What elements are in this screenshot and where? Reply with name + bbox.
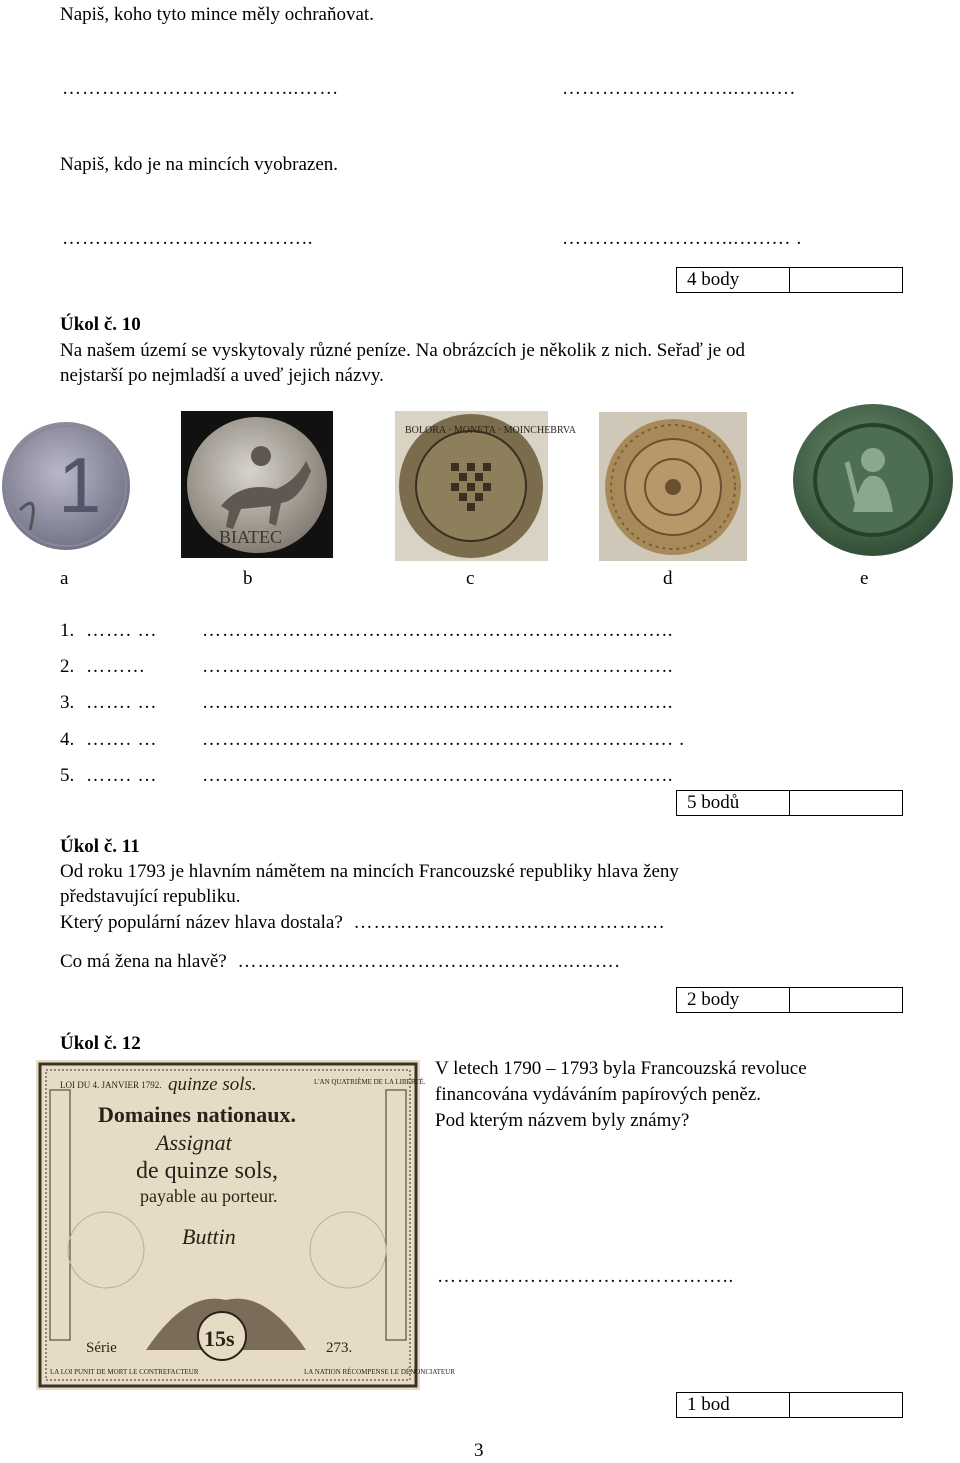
order-row-long-dots: …………………………………………………………….. bbox=[202, 692, 674, 713]
order-row-long-dots: …………………………………………………………….. bbox=[202, 656, 674, 677]
answer-dots-depicted-right: ……………………...….…. . bbox=[562, 228, 803, 249]
score-label: 4 body bbox=[687, 269, 740, 290]
order-row-num: 1. bbox=[60, 620, 75, 641]
task-11-text-1: Od roku 1793 je hlavním námětem na mincích Francouzské republiky hlava ženy bbox=[60, 861, 679, 882]
coin-b-legend: BIATEC bbox=[219, 527, 282, 547]
order-row-short-dots: ……. … bbox=[86, 765, 158, 786]
assignat-line-3: de quinze sols, bbox=[136, 1158, 278, 1184]
page-number: 3 bbox=[474, 1440, 484, 1461]
assignat-bottom-right: LA NATION RÉCOMPENSE LE DÉNONCIATEUR bbox=[304, 1368, 455, 1376]
score-divider bbox=[789, 988, 790, 1012]
order-row-short-dots: ……… bbox=[86, 656, 146, 677]
score-box-task-11 bbox=[676, 987, 903, 1013]
coin-label-d: d bbox=[663, 568, 673, 589]
assignat-image bbox=[36, 1060, 455, 1390]
assignat-value: 15s bbox=[204, 1326, 235, 1351]
coin-label-a: a bbox=[60, 568, 69, 589]
coin-a-image bbox=[0, 420, 136, 554]
order-row-long-dots: …………………………………………………………….. bbox=[202, 765, 674, 786]
assignat-top-left: LOI DU 4. JANVIER 1792. bbox=[60, 1080, 162, 1090]
answer-dots-depicted-left: ……………………………….. bbox=[62, 228, 314, 249]
question-protect: Napiš, koho tyto mince měly ochraňovat. bbox=[60, 4, 374, 25]
score-divider bbox=[789, 791, 790, 815]
assignat-line-4: payable au porteur. bbox=[140, 1186, 278, 1206]
svg-text:1: 1 bbox=[58, 441, 102, 529]
answer-dots-protect-right: ……………………...…...… bbox=[562, 78, 797, 99]
score-divider bbox=[789, 1393, 790, 1417]
task-11-title: Úkol č. 11 bbox=[60, 836, 140, 857]
assignat-signature: Buttin bbox=[182, 1224, 236, 1249]
assignat-series: Série bbox=[86, 1340, 117, 1356]
task-12-text-1: V letech 1790 – 1793 byla Francouzská revoluce bbox=[435, 1058, 807, 1079]
question-text: Co má žena na hlavě? bbox=[60, 951, 227, 972]
score-box-intro bbox=[676, 267, 903, 293]
task-12-title: Úkol č. 12 bbox=[60, 1033, 141, 1054]
order-row-short-dots: ……. … bbox=[86, 729, 158, 750]
order-row-num: 4. bbox=[60, 729, 75, 750]
order-row-num: 2. bbox=[60, 656, 75, 677]
score-box-task-12 bbox=[676, 1392, 903, 1418]
task-12-answer-dots: ………………………….………….. bbox=[437, 1266, 735, 1287]
coin-label-c: c bbox=[466, 568, 475, 589]
coin-label-e: e bbox=[860, 568, 869, 589]
order-row-short-dots: ……. … bbox=[86, 692, 158, 713]
assignat-number: 273. bbox=[326, 1340, 353, 1356]
assignat-bottom-left: LA LOI PUNIT DE MORT LE CONTREFACTEUR bbox=[50, 1368, 199, 1376]
question-text: Který populární název hlava dostala? bbox=[60, 912, 343, 933]
answer-dots-protect-left: ……………………………...…… bbox=[62, 78, 340, 99]
task-12-text-3: Pod kterým názvem byly známy? bbox=[435, 1110, 690, 1131]
question-depicted: Napiš, kdo je na mincích vyobrazen. bbox=[60, 154, 339, 175]
coin-c-legend: BOLORA · MONETA · MOINCHEBRVA bbox=[405, 425, 577, 436]
task-11-text-2: představující republiku. bbox=[60, 886, 241, 907]
task-10-title: Úkol č. 10 bbox=[60, 314, 141, 335]
coin-b-image bbox=[181, 411, 333, 558]
task-10-text-1: Na našem území se vyskytovaly různé peníze. Na obrázcích je několik z nich. Seřaď je od bbox=[60, 340, 745, 361]
task-12-text-2: financována vydáváním papírových peněz. bbox=[435, 1084, 762, 1105]
order-row-num: 5. bbox=[60, 765, 75, 786]
score-label: 1 bod bbox=[687, 1394, 730, 1415]
task-10-text-2: nejstarší po nejmladší a uveď jejich názvy. bbox=[60, 365, 384, 386]
task-11-question-1 bbox=[60, 912, 665, 935]
answer-dots: ……………………….………………. bbox=[353, 912, 666, 933]
score-box-task-10 bbox=[676, 790, 903, 816]
score-label: 5 bodů bbox=[687, 792, 740, 813]
coin-label-b: b bbox=[243, 568, 253, 589]
order-row-num: 3. bbox=[60, 692, 75, 713]
order-row-long-dots: …………………………………………………………….. bbox=[202, 620, 674, 641]
coin-d-image bbox=[599, 412, 747, 561]
coin-e-image bbox=[791, 402, 955, 558]
coin-c-image bbox=[395, 411, 577, 561]
score-label: 2 body bbox=[687, 989, 740, 1010]
assignat-line-1: Domaines nationaux. bbox=[98, 1102, 297, 1127]
order-row-long-dots: ……………………………………………………….……. . bbox=[202, 729, 685, 750]
assignat-top-right: L'AN QUATRIÈME DE LA LIBERTÉ. bbox=[314, 1078, 426, 1086]
assignat-top-center: quinze sols. bbox=[168, 1074, 257, 1095]
score-divider bbox=[789, 268, 790, 292]
answer-dots: …………………………………………...……. bbox=[237, 951, 621, 972]
order-row-short-dots: ……. … bbox=[86, 620, 158, 641]
assignat-line-2: Assignat bbox=[156, 1130, 232, 1155]
task-11-question-2 bbox=[60, 951, 620, 974]
